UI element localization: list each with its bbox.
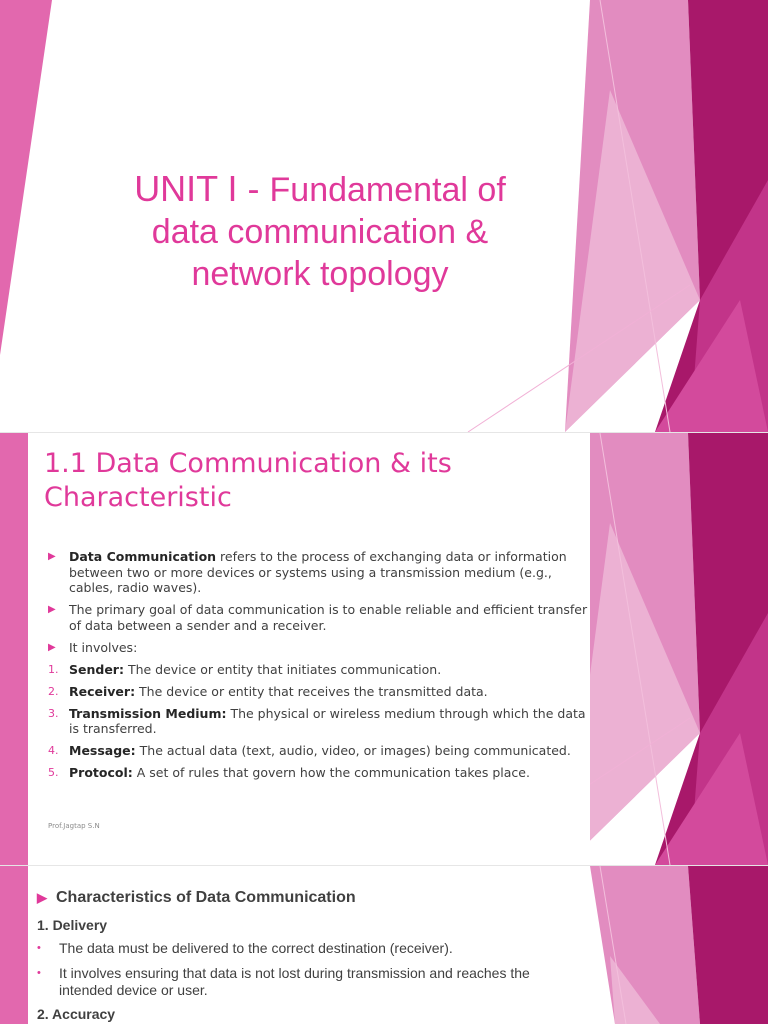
item-term: Data Communication xyxy=(69,549,217,564)
left-accent-shape xyxy=(0,433,28,865)
list-item xyxy=(37,965,579,999)
pink-facet-shape xyxy=(590,866,700,1024)
item-number: 2. xyxy=(48,684,59,698)
slide-title: 1.1 Data Communication & its Characteristic xyxy=(44,448,452,513)
item-text: It involves: xyxy=(69,639,138,655)
item-number: 3. xyxy=(48,706,59,720)
item-number: 1. xyxy=(48,662,59,676)
magenta-band-shape xyxy=(688,866,768,1024)
subheading-delivery: 1. Delivery xyxy=(37,917,108,933)
subheading-accuracy: 2. Accuracy xyxy=(37,1006,116,1022)
left-accent-gap xyxy=(28,433,31,865)
list-item xyxy=(48,549,588,596)
left-accent-shape xyxy=(0,0,52,355)
slide-title xyxy=(0,0,768,432)
list-item xyxy=(37,940,579,957)
left-accent-shape xyxy=(0,866,28,1024)
list-item xyxy=(48,602,588,633)
bullet-dot-icon: • xyxy=(37,967,41,979)
list-item xyxy=(48,684,588,700)
item-term: Sender: xyxy=(69,661,124,677)
item-text: The device or entity that receives the transmitted data. xyxy=(135,683,488,699)
item-text: The data must be delivered to the correct destination (receiver). xyxy=(59,940,453,956)
item-text: The actual data (text, audio, video, or images) being communicated. xyxy=(135,743,571,758)
item-term: Transmission Medium: xyxy=(69,705,227,721)
item-text: refers to the process of exchanging data or information between two or more devices or systems using a transmission medium (e.g., cables, radio waves). xyxy=(69,549,567,595)
section-heading xyxy=(37,888,597,908)
item-number: 4. xyxy=(48,744,59,757)
item-term: Protocol: xyxy=(69,765,133,780)
unit-label: UNIT I - xyxy=(134,168,270,209)
triangle-bullet-icon: ▶ xyxy=(48,641,56,653)
list-item xyxy=(48,765,588,781)
slide-characteristics xyxy=(0,866,768,1024)
title-rest: Fundamental of data communication & network topology xyxy=(151,171,506,293)
triangle-bullet-icon: ▶ xyxy=(48,551,56,562)
item-text: The physical or wireless medium through which the data is transferred. xyxy=(69,705,586,736)
left-accent-gap xyxy=(28,866,31,1024)
list-item xyxy=(48,706,588,737)
heading-text: Characteristics of Data Communication xyxy=(56,889,356,906)
slide-footer: Prof.Jagtap S.N xyxy=(48,822,100,830)
item-text: It involves ensuring that data is not lost during transmission and reaches the intended device or user. xyxy=(59,965,530,998)
list-item xyxy=(48,743,588,759)
item-text: A set of rules that govern how the communication takes place. xyxy=(132,765,530,780)
slide-data-communication xyxy=(0,433,768,865)
list-item xyxy=(48,662,588,678)
triangle-bullet-icon: ▶ xyxy=(37,890,47,905)
item-term: Receiver: xyxy=(69,683,136,699)
triangle-bullet-icon: ▶ xyxy=(48,604,56,615)
bullet-dot-icon: • xyxy=(37,942,41,954)
item-text: The primary goal of data communication is to enable reliable and efficient transfer of data between a sender and a receiver. xyxy=(69,602,588,633)
slide-title-text xyxy=(110,168,530,295)
item-term: Message: xyxy=(69,743,136,758)
list-item xyxy=(48,640,588,656)
item-text: The device or entity that initiates communication. xyxy=(123,661,442,677)
bullet-list xyxy=(48,549,588,787)
item-number: 5. xyxy=(48,766,59,779)
